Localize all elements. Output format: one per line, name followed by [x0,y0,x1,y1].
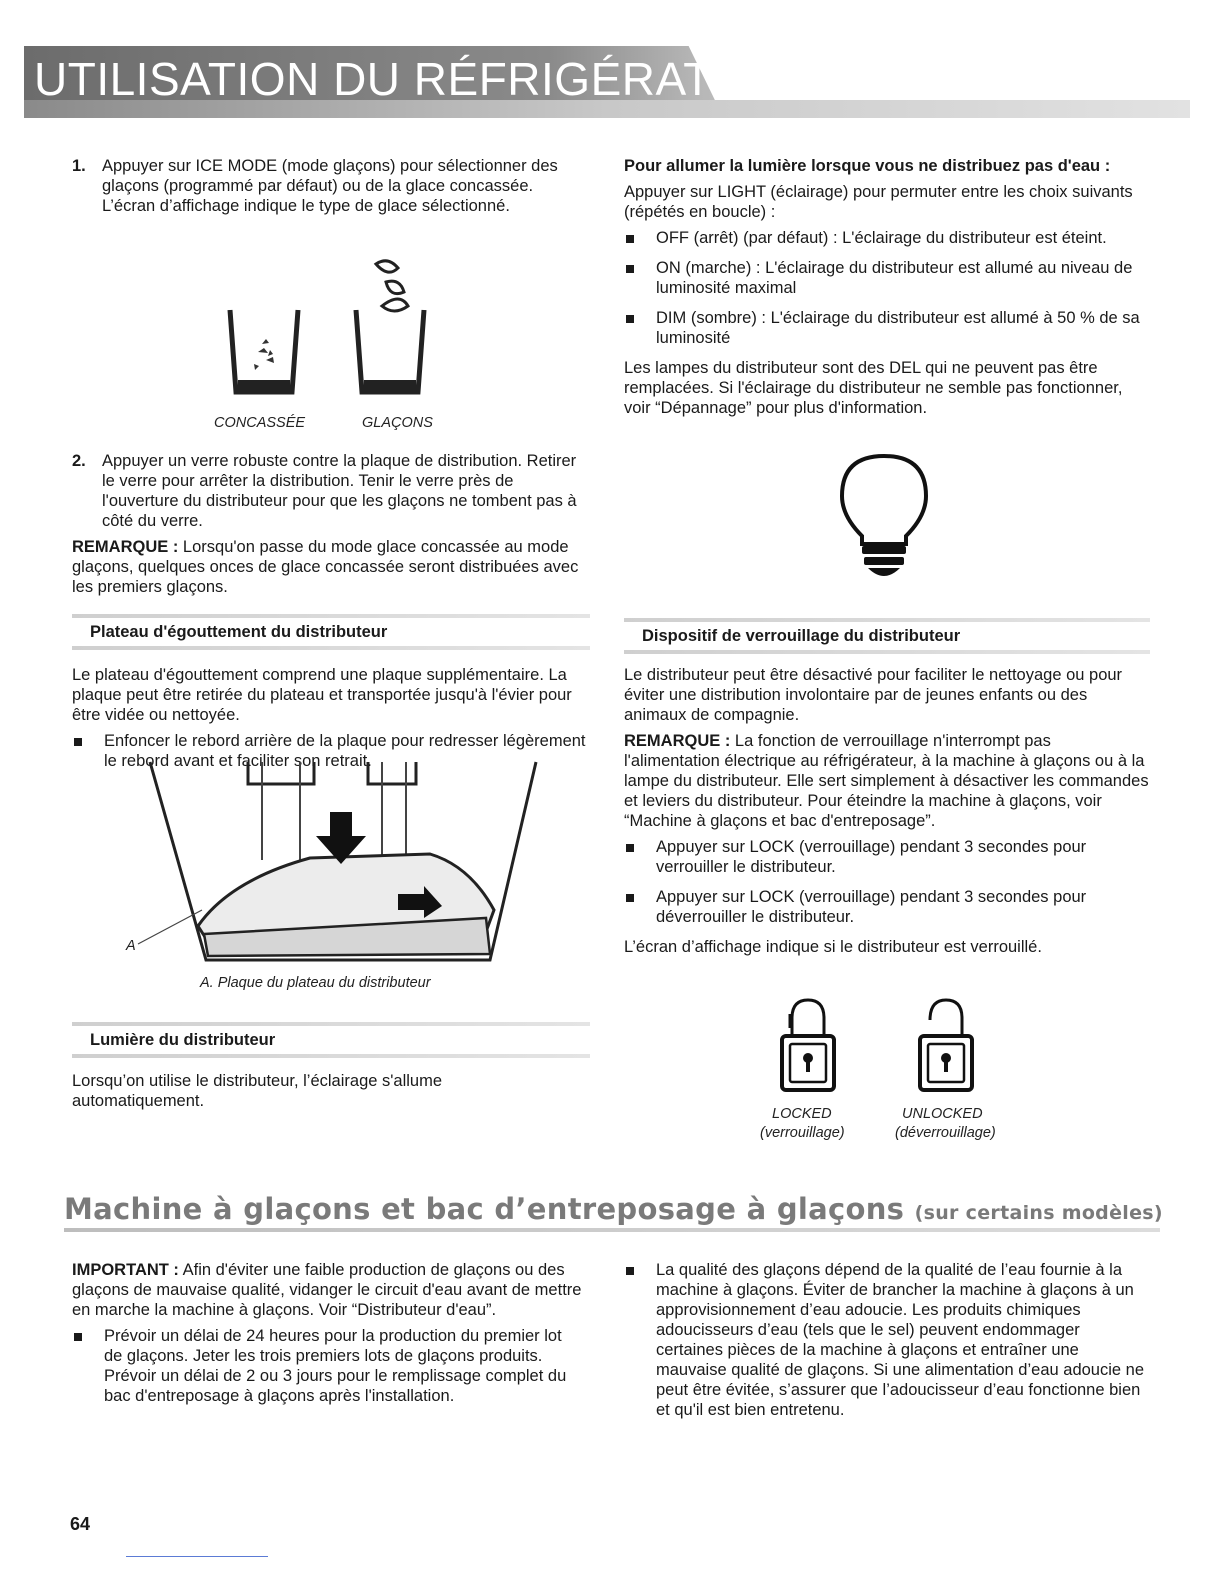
note [72,537,584,597]
ice-mode-steps [72,156,584,222]
dispenser-lock-heading: Dispositif de verrouillage du distributeur [624,618,1150,654]
cubes-label: GLAÇONS [362,415,433,431]
unlocked-padlock-icon [916,996,976,1096]
lock-bullet: Appuyer sur LOCK (verrouillage) pendant 3 secondes pour verrouiller le distributeur. [624,837,1150,877]
drip-tray-callout: A [126,938,136,954]
dispenser-light-body [72,1071,502,1117]
ice-mode-illustration [226,252,446,412]
icemaker-heading-rule [64,1228,1160,1232]
light-settings-intro: Appuyer sur LIGHT (éclairage) pour permuter entre les choix suivants (répétés en boucle) : [624,183,1133,221]
drip-tray-caption: A. Plaque du plateau du distributeur [200,975,431,991]
important-note [72,1260,584,1320]
lock-bullet: Appuyer sur LOCK (verrouillage) pendant 3 secondes pour déverrouiller le distributeur. [624,887,1150,927]
drip-tray-text: Le plateau d'égouttement comprend une plaque supplémentaire. La plaque peut être retirée du plateau et transportée jusqu'à l'évier pour être vidée ou nettoyée. [72,666,572,724]
locked-label: LOCKED [772,1106,832,1122]
important-text: Afin d'éviter une faible production de glaçons ou des glaçons de mauvaise qualité, vidanger le circuit d'eau avant de mettre en marche la machine à glaçons. Voir “Distributeur d'eau”. [72,1261,582,1319]
light-settings-heading: Pour allumer la lumière lorsque vous ne distribuez pas d'eau : [624,157,1111,175]
page-number: 64 [70,1514,91,1534]
step-number: 1. [72,157,86,175]
lock-note-text: La fonction de verrouillage n'interrompt pas l'alimentation électrique au réfrigérateur, à la machine à glaçons ou à la lampe du distributeur. Elle sert simplement à désactiver les commandes et leviers du distributeur. Pour éteindre la machine à glaçons, voir “Machine à glaçons et bac d'entreposage”. [624,732,1149,830]
lock-note-label: REMARQUE : [624,732,731,750]
light-bulb-icon [840,452,930,582]
step-text: Appuyer un verre robuste contre la plaque de distribution. Retirer le verre pour arrêter la distribution. Tenir le verre près de l'ouverture du distributeur pour que les glaçons ne tombent pas à côté du verre. [102,452,577,530]
step-number: 2. [72,452,86,470]
drip-tray-illustration [120,760,560,972]
icemaker-bullet: Prévoir un délai de 24 heures pour la production du premier lot de glaçons. Jeter les trois premiers lots de glaçons produits. Prévoir un délai de 2 ou 3 jours pour le remplissage complet du bac d'entreposage à glaçons après l'installation. [72,1326,584,1406]
dispenser-light-heading: Lumière du distributeur [72,1022,590,1058]
dispenser-light-text: Lorsqu’on utilise le distributeur, l’éclairage s'allume automatiquement. [72,1072,443,1110]
ice-cubes-glass-icon [356,261,424,392]
step-2 [72,451,584,531]
icemaker-heading-suffix: (sur certains modèles) [914,1202,1163,1224]
unlocked-sublabel: (déverrouillage) [895,1125,996,1141]
note-text: Lorsqu'on passe du mode glace concassée au mode glaçons, quelques onces de glace concassée seront distribuées avec les premiers glaçons. [72,538,579,596]
locked-sublabel: (verrouillage) [760,1125,845,1141]
footer-rule [126,1556,268,1557]
icemaker-bullet: La qualité des glaçons dépend de la qualité de l’eau fournie à la machine à glaçons. Éviter de brancher la machine à glaçons à un approvisionnement d’eau adoucie. Les produits chimiques adoucisseurs d’eau (tels que le sel) peuvent endommager certaines pièces de la machine à glaçons et entraîner une mauvaise qualité de glaçons. Si une alimentation d’eau adoucie ne peut être évitée, s’assurer que l’adoucisseur d’eau fonctionne bien et qu'il est bien entretenu. [624,1260,1148,1420]
led-text: Les lampes du distributeur sont des DEL qui ne peuvent pas être remplacées. Si l'éclairage du distributeur ne semble pas fonctionner, voir “Dépannage” pour plus d'information. [624,359,1123,417]
crushed-ice-glass-icon [230,310,298,392]
icemaker-left [72,1260,584,1416]
light-option: ON (marche) : L'éclairage du distributeur est allumé au niveau de luminosité maximal [624,258,1148,298]
step-text: Appuyer sur ICE MODE (mode glaçons) pour sélectionner des glaçons (programmé par défaut) ou de la glace concassée. L’écran d’affichage indique le type de glace sélectionné. [102,157,558,215]
locked-padlock-icon [778,996,838,1096]
lock-display-text: L’écran d’affichage indique si le distributeur est verrouillé. [624,938,1042,956]
light-settings [624,156,1148,424]
step-1 [72,156,584,216]
unlocked-label: UNLOCKED [902,1106,983,1122]
icemaker-right [624,1260,1148,1430]
note-label: REMARQUE : [72,538,179,556]
drip-tray-heading: Plateau d'égouttement du distributeur [72,614,590,650]
page-title: UTILISATION DU RÉFRIGÉRATEUR [34,53,811,105]
step-2-block [72,451,584,603]
icemaker-heading-main: Machine à glaçons et bac d’entreposage à glaçons [64,1192,905,1226]
lock-text: Le distributeur peut être désactivé pour faciliter le nettoyage ou pour éviter une distribution involontaire par de jeunes enfants ou des animaux de compagnie. [624,666,1123,724]
crushed-label: CONCASSÉE [214,415,306,431]
icemaker-heading [64,1192,1163,1226]
lock-note [624,731,1150,831]
important-label: IMPORTANT : [72,1261,179,1279]
light-option: OFF (arrêt) (par défaut) : L'éclairage du distributeur est éteint. [624,228,1148,248]
drip-tray-bullet: Enfoncer le rebord arrière de la plaque pour redresser légèrement le rebord avant et faciliter son retrait. [72,731,588,771]
light-option: DIM (sombre) : L'éclairage du distributeur est allumé à 50 % de sa luminosité [624,308,1148,348]
dispenser-lock-body [624,665,1150,963]
